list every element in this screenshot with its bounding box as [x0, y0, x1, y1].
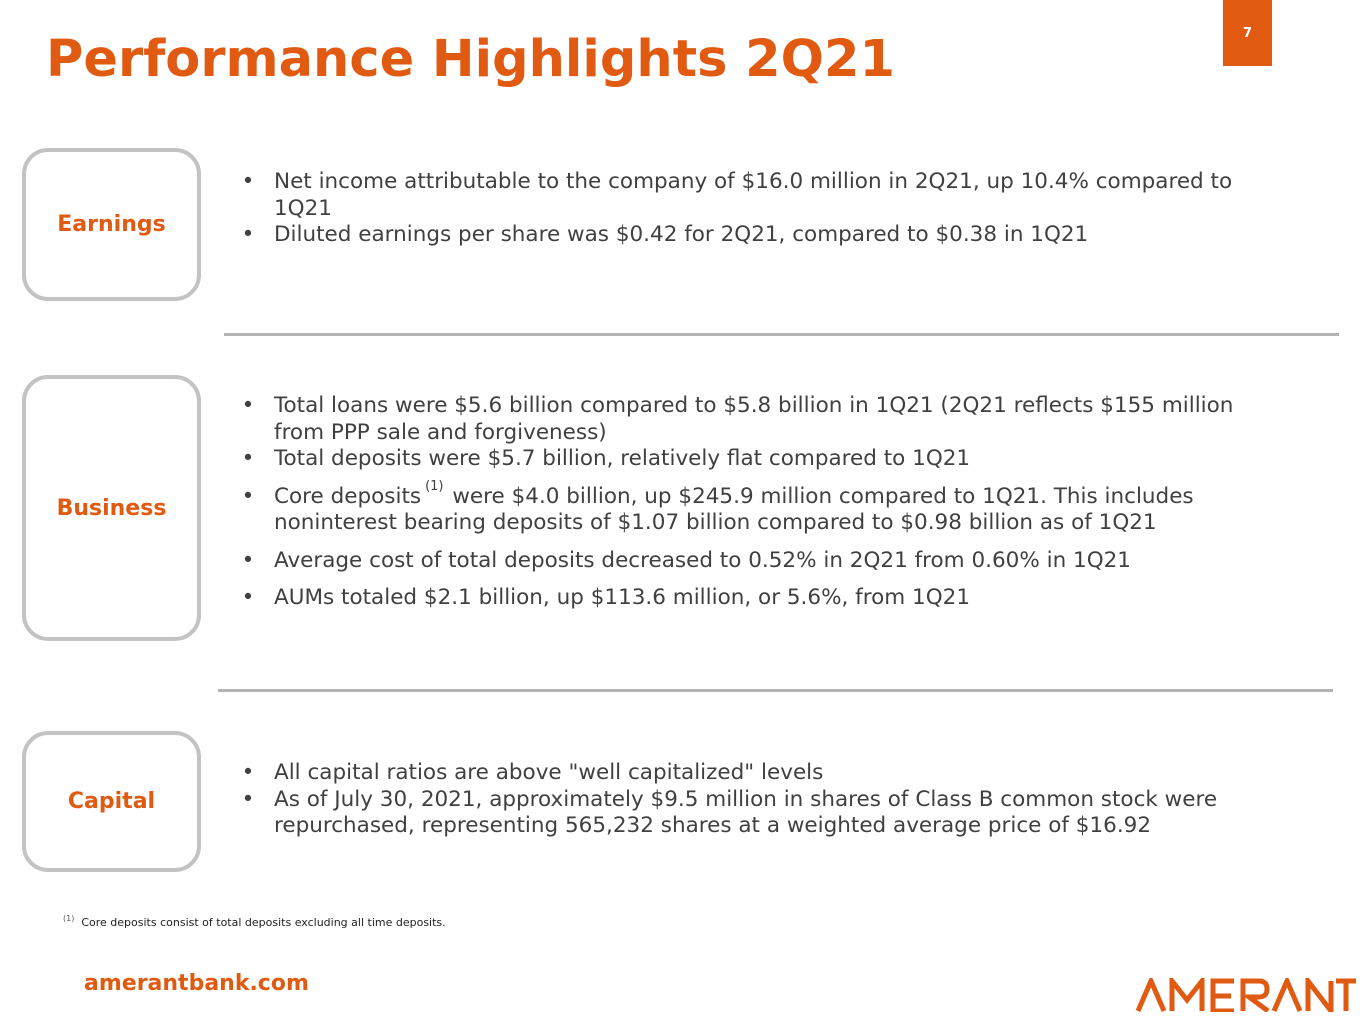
bullet-icon: •: [241, 786, 255, 812]
bullet-text: As of July 30, 2021, approximately $9.5 million in shares of Class B common stock were repurchased, representing 565,232 shares at a weighted average price of $16.92: [274, 786, 1218, 838]
footnote: [63, 916, 446, 929]
list-item: [238, 169, 1278, 222]
footnote-mark: (1): [63, 914, 75, 923]
bullet-text: Total deposits were $5.7 billion, relatively flat compared to 1Q21: [274, 446, 971, 471]
section-label-capital: Capital: [22, 731, 201, 872]
list-item: [238, 548, 1278, 575]
bullet-text: AUMs totaled $2.1 billion, up $113.6 million, or 5.6%, from 1Q21: [274, 585, 970, 610]
bullet-icon: •: [241, 446, 255, 471]
bullet-icon: •: [241, 483, 255, 509]
page-title: Performance Highlights 2Q21: [46, 30, 895, 89]
bullet-icon: •: [241, 585, 255, 610]
section-divider: [224, 333, 1339, 336]
section-label-earnings: Earnings: [22, 148, 201, 301]
bullet-text: Average cost of total deposits decreased to 0.52% in 2Q21 from 0.60% in 1Q21: [274, 547, 1131, 573]
bullet-icon: •: [241, 760, 255, 785]
page-number-badge: 7: [1223, 0, 1272, 66]
list-item: [238, 479, 1278, 537]
bullet-text: All capital ratios are above "well capitalized" levels: [274, 760, 824, 785]
bullet-icon: •: [241, 222, 255, 247]
bullet-icon: •: [241, 547, 255, 573]
amerant-logo: [1135, 978, 1357, 1012]
bullet-text: Total loans were $5.6 billion compared to $5.8 billion in 1Q21 (2Q21 reflects $155 million from PPP sale and forgiveness): [274, 393, 1234, 445]
bullet-icon: •: [241, 393, 255, 418]
list-item: [238, 446, 1278, 473]
business-bullet-list: [238, 393, 1278, 612]
section-label-business: Business: [22, 375, 201, 641]
list-item: [238, 585, 1278, 612]
capital-bullet-list: [238, 760, 1278, 840]
bullet-icon: •: [241, 169, 255, 194]
footnote-reference: (1): [425, 479, 444, 495]
bullet-text: Net income attributable to the company of $16.0 million in 2Q21, up 10.4% compared to 1Q21: [274, 169, 1233, 221]
bullet-text: Diluted earnings per share was $0.42 for 2Q21, compared to $0.38 in 1Q21: [274, 222, 1089, 247]
list-item: [238, 222, 1278, 249]
list-item: [238, 393, 1278, 446]
footnote-text: Core deposits consist of total deposits excluding all time deposits.: [81, 916, 446, 929]
bullet-text-after-ref: were $4.0 billion, up $245.9 million compared to 1Q21. This includes noninterest bearing deposits of $1.07 billion compared to $0.98 billion as of 1Q21: [274, 483, 1194, 535]
section-divider: [218, 689, 1333, 692]
list-item: [238, 787, 1278, 840]
bullet-text-before-ref: Core deposits: [274, 483, 422, 509]
earnings-bullet-list: [238, 169, 1278, 249]
list-item: [238, 760, 1278, 787]
website-url: amerantbank.com: [84, 971, 309, 996]
